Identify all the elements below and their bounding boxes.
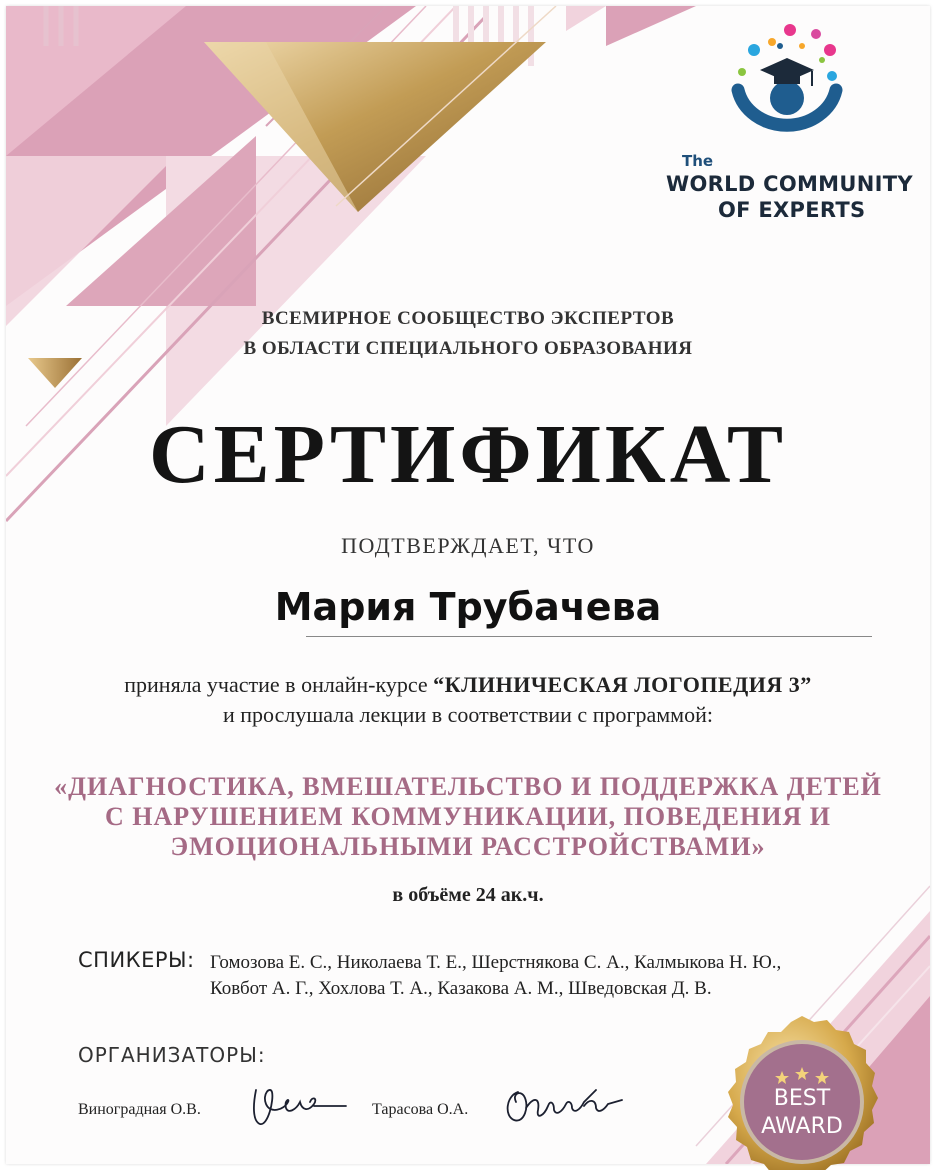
logo-line1-text: WORLD COMMUNITY [666, 172, 913, 196]
logo-line2-text: OF EXPERTS [718, 198, 866, 222]
certificate-title: СЕРТИФИКАТ [148, 408, 788, 501]
seal-line2: AWARD [761, 1114, 843, 1139]
program-line1: «ДИАГНОСТИКА, ВМЕШАТЕЛЬСТВО И ПОДДЕРЖКА ДЕТЕЙ [54, 772, 882, 801]
organizers-label: ОРГАНИЗАТОРЫ: [78, 1043, 266, 1067]
confirms-text: ПОДТВЕРЖДАЕТ, ЧТО [341, 533, 595, 558]
course-name: “КЛИНИЧЕСКАЯ ЛОГОПЕДИЯ 3” [433, 672, 812, 697]
speakers-line1: Гомозова Е. С., Николаева Т. Е., Шерстнякова С. А., Калмыкова Н. Ю., [210, 952, 782, 973]
recipient-name: Мария Трубачева [274, 585, 662, 629]
organization-line1: ВСЕМИРНОЕ СООБЩЕСТВО ЭКСПЕРТОВ [261, 308, 675, 329]
signer2-name: Тарасова О.А. [372, 1101, 469, 1118]
recipient-underline [306, 636, 872, 637]
speakers-label: СПИКЕРЫ: [78, 948, 195, 972]
participation-prefix: приняла участие в онлайн-курсе [124, 672, 434, 697]
course-hours: в объёме 24 ак.ч. [392, 884, 544, 906]
signature2-icon [500, 1076, 630, 1132]
seal-line1: BEST [773, 1086, 831, 1111]
signature1-icon [244, 1080, 354, 1130]
speakers-line2: Ковбот А. Г., Хохлова Т. А., Казакова А. М., Шведовская Д. В. [210, 978, 712, 999]
world-community-logo-icon [726, 20, 846, 150]
program-title [0, 772, 936, 862]
signer1-name: Виноградная О.В. [78, 1101, 201, 1118]
participation-line2: и прослушала лекции в соответствии с программой: [223, 702, 713, 727]
logo-the-text: The [682, 152, 714, 170]
participation-line1 [0, 672, 936, 698]
program-line3: ЭМОЦИОНАЛЬНЫМИ РАССТРОЙСТВАМИ» [170, 832, 766, 861]
program-line2: С НАРУШЕНИЕМ КОММУНИКАЦИИ, ПОВЕДЕНИЯ И [105, 802, 831, 831]
organization-line2: В ОБЛАСТИ СПЕЦИАЛЬНОГО ОБРАЗОВАНИЯ [243, 338, 693, 359]
